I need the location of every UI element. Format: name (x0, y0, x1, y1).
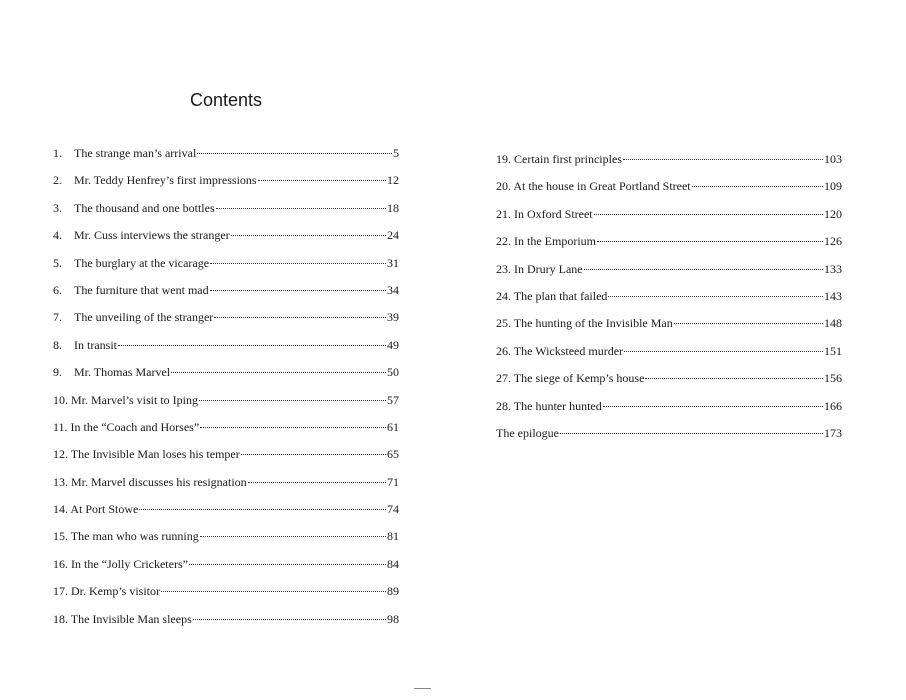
page-marker-left (414, 688, 431, 689)
toc-entry[interactable] (53, 200, 399, 227)
toc-leader-dots (199, 400, 386, 401)
toc-entry[interactable] (496, 151, 842, 178)
toc-entry[interactable] (53, 172, 399, 199)
page-title: Contents (190, 90, 263, 110)
toc-entry-page-number: 65 (387, 447, 399, 462)
toc-entry[interactable] (53, 583, 399, 610)
toc-entry[interactable] (496, 398, 842, 425)
toc-entry-page-number: 50 (387, 365, 399, 380)
toc-entry-label: 21. In Oxford Street (496, 206, 593, 221)
toc-entry-page-number: 5 (393, 146, 399, 160)
toc-leader-dots (197, 153, 392, 154)
toc-entry-label: 20. At the house in Great Portland Street (496, 179, 691, 194)
toc-leader-dots (139, 509, 386, 510)
toc-entry-label: 5. The burglary at the vicarage (53, 255, 210, 270)
toc-leader-dots (161, 591, 386, 592)
toc-entry-page-number: 49 (387, 337, 399, 352)
toc-leader-dots (560, 433, 823, 434)
toc-entry[interactable] (53, 556, 399, 583)
toc-entry-page-number: 98 (387, 611, 399, 626)
toc-entry-label: 12. The Invisible Man loses his temper (53, 447, 240, 462)
toc-entry-page-number: 39 (387, 310, 399, 325)
toc-entry-label: 24. The plan that failed (496, 288, 608, 303)
toc-entry-page-number: 151 (824, 343, 842, 358)
toc-entry-page-number: 24 (387, 228, 399, 243)
toc-entry[interactable] (53, 446, 399, 473)
toc-entry-page-number: 74 (387, 502, 399, 517)
toc-leader-dots (193, 619, 386, 620)
toc-entry-label: 7. The unveiling of the stranger (53, 310, 214, 325)
toc-entry-label: 26. The Wicksteed murder (496, 343, 624, 358)
toc-entry[interactable] (53, 337, 399, 364)
toc-leader-dots (603, 406, 823, 407)
toc-entry-label: 15. The man who was running (53, 529, 199, 544)
toc-entry-page-number: 61 (387, 419, 399, 434)
toc-entry[interactable] (53, 227, 399, 254)
toc-entry[interactable] (496, 315, 842, 342)
toc-leader-dots (210, 290, 386, 291)
toc-entry-page-number: 166 (824, 398, 842, 413)
toc-entry-page-number: 81 (387, 529, 399, 544)
toc-entry-page-number: 57 (387, 392, 399, 407)
toc-entry-page-number: 109 (824, 179, 842, 194)
toc-entry[interactable] (53, 309, 399, 336)
toc-entry-page-number: 173 (824, 425, 842, 440)
toc-entry-page-number: 120 (824, 206, 842, 221)
toc-entry-label: 2. Mr. Teddy Henfrey’s first impressions (53, 173, 257, 188)
toc-entry[interactable] (53, 392, 399, 419)
toc-entry[interactable] (496, 288, 842, 315)
toc-entry-page-number: 18 (387, 200, 399, 215)
toc-leader-dots (624, 351, 823, 352)
toc-entry-page-number: 71 (387, 474, 399, 489)
toc-entry-page-number: 148 (824, 316, 842, 331)
toc-leader-dots (623, 159, 823, 160)
toc-entry[interactable] (496, 425, 842, 452)
toc-leader-dots (597, 241, 823, 242)
toc-entry[interactable] (53, 255, 399, 282)
toc-entry-label: 6. The furniture that went mad (53, 282, 209, 297)
toc-entry-page-number: 133 (824, 261, 842, 276)
toc-entry-label: 3. The thousand and one bottles (53, 200, 215, 215)
toc-entry-label: 11. In the “Coach and Horses” (53, 419, 200, 434)
toc-entry-page-number: 34 (387, 282, 399, 297)
toc-entry[interactable] (496, 343, 842, 370)
toc-entry-label: 25. The hunting of the Invisible Man (496, 316, 673, 331)
toc-entry-label: 4. Mr. Cuss interviews the stranger (53, 228, 230, 243)
toc-leader-dots (216, 208, 386, 209)
toc-entry-label: 17. Dr. Kemp’s visitor (53, 584, 160, 599)
toc-leader-dots (674, 323, 823, 324)
toc-leader-dots (692, 186, 823, 187)
toc-entry-label: 13. Mr. Marvel discusses his resignation (53, 474, 247, 489)
toc-entry-label: The epilogue (496, 425, 559, 440)
toc-list-right (496, 151, 842, 452)
toc-leader-dots (189, 564, 386, 565)
toc-entry-page-number: 143 (824, 288, 842, 303)
toc-leader-dots (258, 180, 386, 181)
toc-entry[interactable] (53, 364, 399, 391)
toc-leader-dots (594, 214, 823, 215)
toc-leader-dots (200, 536, 386, 537)
toc-entry-label: 10. Mr. Marvel’s visit to Iping (53, 392, 198, 407)
toc-entry-page-number: 103 (824, 152, 842, 166)
toc-entry[interactable] (496, 370, 842, 397)
toc-entry-page-number: 31 (387, 255, 399, 270)
toc-leader-dots (645, 378, 823, 379)
toc-entry[interactable] (53, 611, 399, 638)
toc-entry-label: 27. The siege of Kemp’s house (496, 371, 645, 386)
toc-entry-label: 19. Certain first principles (496, 152, 622, 166)
toc-entry[interactable] (496, 261, 842, 288)
toc-entry-label: 28. The hunter hunted (496, 398, 602, 413)
toc-leader-dots (231, 235, 386, 236)
toc-entry[interactable] (53, 528, 399, 555)
toc-leader-dots (171, 372, 386, 373)
toc-leader-dots (584, 269, 823, 270)
toc-entry-page-number: 84 (387, 556, 399, 571)
toc-entry-label: 23. In Drury Lane (496, 261, 583, 276)
right-page (453, 0, 906, 700)
toc-entry[interactable] (496, 233, 842, 260)
toc-entry-label: 22. In the Emporium (496, 234, 596, 249)
toc-entry-label: 8. In transit (53, 337, 117, 352)
toc-entry-label: 14. At Port Stowe (53, 502, 139, 517)
toc-entry-label: 1. The strange man’s arrival (53, 146, 197, 160)
toc-entry[interactable] (53, 501, 399, 528)
toc-leader-dots (210, 263, 386, 264)
toc-entry-page-number: 156 (824, 371, 842, 386)
toc-leader-dots (200, 427, 386, 428)
toc-leader-dots (248, 482, 386, 483)
toc-entry[interactable] (496, 206, 842, 233)
toc-entry-page-number: 12 (387, 173, 399, 188)
toc-leader-dots (118, 345, 386, 346)
toc-leader-dots (214, 317, 386, 318)
toc-entry-label: 16. In the “Jolly Cricketers” (53, 556, 188, 571)
toc-leader-dots (241, 454, 386, 455)
toc-entry-label: 18. The Invisible Man sleeps (53, 611, 192, 626)
toc-list-left (53, 145, 399, 638)
toc-entry[interactable] (53, 419, 399, 446)
toc-leader-dots (608, 296, 823, 297)
toc-entry[interactable] (53, 145, 399, 172)
toc-entry-label: 9. Mr. Thomas Marvel (53, 365, 171, 380)
toc-entry-page-number: 126 (824, 234, 842, 249)
toc-entry[interactable] (53, 474, 399, 501)
toc-entry-page-number: 89 (387, 584, 399, 599)
toc-entry[interactable] (496, 178, 842, 205)
toc-entry[interactable] (53, 282, 399, 309)
